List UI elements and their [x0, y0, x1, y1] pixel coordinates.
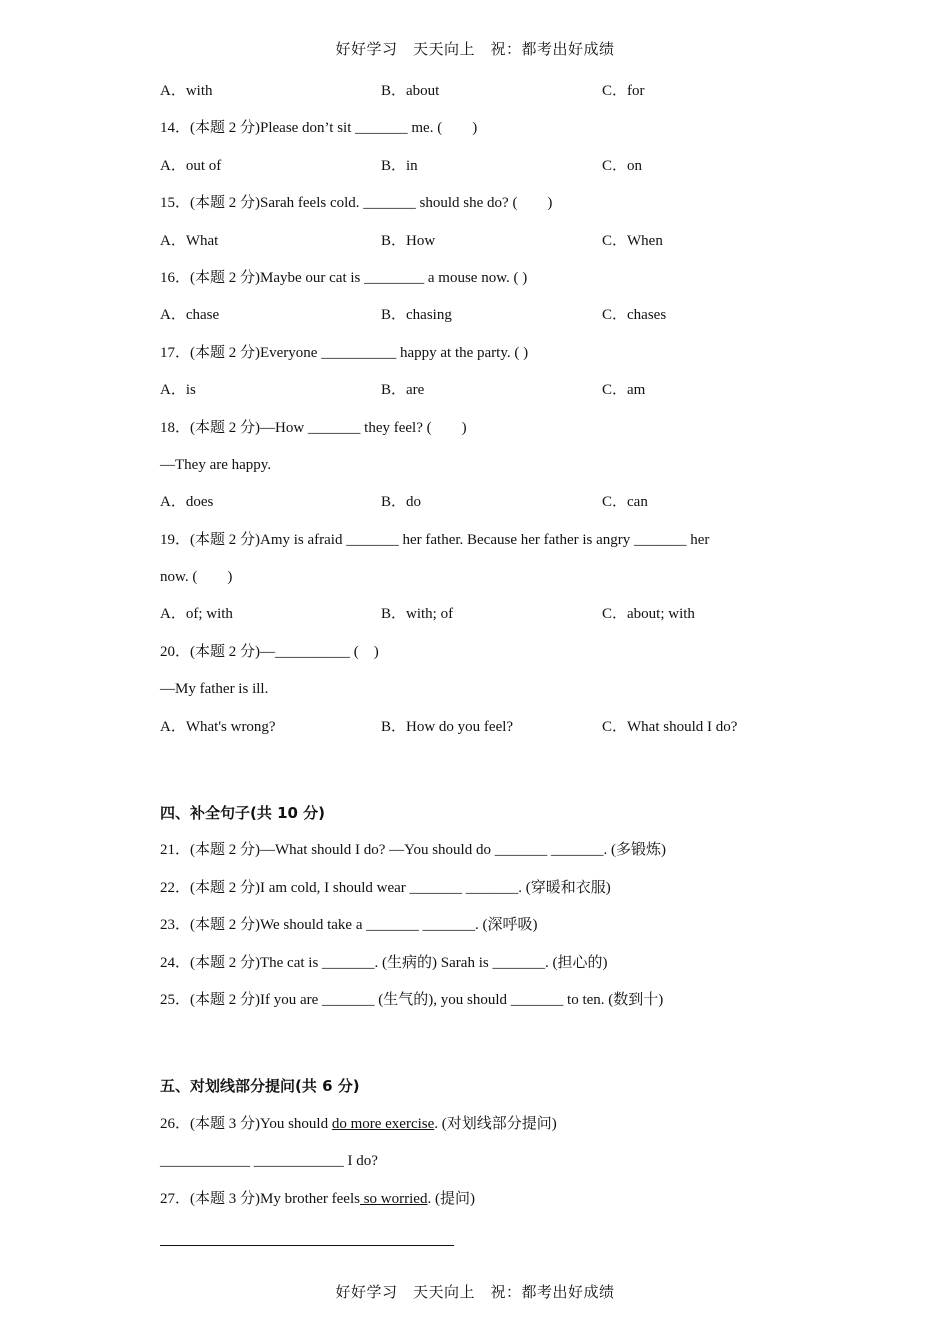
q19-option-b[interactable]: B．with; of — [381, 606, 454, 623]
q26-suffix: . (对划线部分提问) — [434, 1115, 557, 1132]
q20-option-c[interactable]: C．What should I do? — [602, 718, 738, 735]
q18-options — [160, 491, 790, 528]
q14-stem: 14．(本题 2 分)Please don’t sit _______ me. ( ) — [160, 120, 478, 137]
page-footer: 好好学习 天天向上 祝：都考出好成绩 — [335, 1283, 615, 1301]
q26-stem — [160, 1113, 790, 1150]
q20-stem: 20．(本题 2 分)—__________ ( ) — [160, 643, 379, 660]
answer-rule[interactable] — [160, 1244, 454, 1246]
q17-option-c[interactable]: C．am — [602, 382, 646, 399]
q17-options — [160, 379, 790, 416]
q27-prefix: 27．(本题 3 分)My brother feels — [160, 1190, 360, 1207]
q14-option-b[interactable]: B．in — [381, 157, 418, 174]
q19-option-a[interactable]: A．of; with — [160, 606, 233, 623]
q26-answer-line: ____________ ____________ I do? — [160, 1153, 378, 1170]
q19-option-c[interactable]: C．about; with — [602, 606, 695, 623]
q19-options — [160, 603, 790, 640]
q17-option-a[interactable]: A．is — [160, 382, 196, 399]
q22: 22．(本题 2 分)I am cold, I should wear _______ _______. (穿暖和衣服) — [160, 879, 611, 896]
q15-option-a[interactable]: A．What — [160, 232, 219, 249]
q13-options — [160, 80, 790, 117]
q13-option-b[interactable]: B．about — [381, 83, 440, 99]
q19-stem: 19．(本题 2 分)Amy is afraid _______ her father. Because her father is angry _______ her — [160, 531, 710, 548]
q14-option-a[interactable]: A．out of — [160, 157, 222, 174]
q26-prefix: 26．(本题 3 分)You should — [160, 1115, 332, 1132]
q27-underlined: so worried — [359, 1190, 428, 1207]
exam-page — [160, 80, 790, 1270]
q23: 23．(本题 2 分)We should take a _______ _______. (深呼吸) — [160, 917, 538, 934]
q25: 25．(本题 2 分)If you are _______ (生气的), you should _______ to ten. (数到十) — [160, 991, 664, 1008]
q18-option-a[interactable]: A．does — [160, 494, 214, 511]
section-gap — [160, 1026, 790, 1075]
q27-stem — [160, 1188, 790, 1225]
q24: 24．(本题 2 分)The cat is _______. (生病的) Sarah is _______. (担心的) — [160, 954, 608, 971]
q13-option-a[interactable]: A．with — [160, 83, 213, 99]
q16-option-a[interactable]: A．chase — [160, 307, 220, 324]
q16-option-b[interactable]: B．chasing — [381, 307, 452, 324]
q15-options — [160, 230, 790, 267]
q21: 21．(本题 2 分)—What should I do? —You should do _______ _______. (多锻炼) — [160, 842, 666, 859]
q16-options — [160, 304, 790, 341]
q18-option-c[interactable]: C．can — [602, 494, 648, 511]
q15-stem: 15．(本题 2 分)Sarah feels cold. _______ should she do? ( ) — [160, 195, 553, 212]
q16-stem: 16．(本题 2 分)Maybe our cat is ________ a mouse now. ( ) — [160, 269, 528, 286]
q18-dialogue: —They are happy. — [160, 456, 272, 473]
q14-option-c[interactable]: C．on — [602, 157, 643, 174]
section-gap — [160, 753, 790, 802]
q15-option-b[interactable]: B．How — [381, 232, 436, 249]
q20-option-a[interactable]: A．What's wrong? — [160, 718, 276, 735]
q15-option-c[interactable]: C．When — [602, 232, 663, 249]
q14-options — [160, 155, 790, 192]
q17-option-b[interactable]: B．are — [381, 382, 425, 399]
section-4-heading: 四、补全句子(共 10 分) — [160, 804, 326, 823]
q18-stem: 18．(本题 2 分)—How _______ they feel? ( ) — [160, 419, 467, 436]
q16-option-c[interactable]: C．chases — [602, 307, 667, 324]
section-5-heading: 五、对划线部分提问(共 6 分) — [160, 1077, 360, 1096]
page-header: 好好学习 天天向上 祝：都考出好成绩 — [335, 40, 615, 58]
q20-option-b[interactable]: B．How do you feel? — [381, 718, 514, 735]
q19-stem-continued: now. ( ) — [160, 569, 233, 586]
q27-suffix: . (提问) — [427, 1190, 475, 1207]
q20-options — [160, 716, 790, 753]
q26-underlined: do more exercise — [331, 1115, 435, 1132]
q18-option-b[interactable]: B．do — [381, 494, 422, 511]
q13-option-c[interactable]: C．for — [602, 83, 645, 99]
q20-dialogue: —My father is ill. — [160, 681, 269, 698]
q27-answer-line — [160, 1225, 790, 1270]
q17-stem: 17．(本题 2 分)Everyone __________ happy at the party. ( ) — [160, 344, 529, 361]
